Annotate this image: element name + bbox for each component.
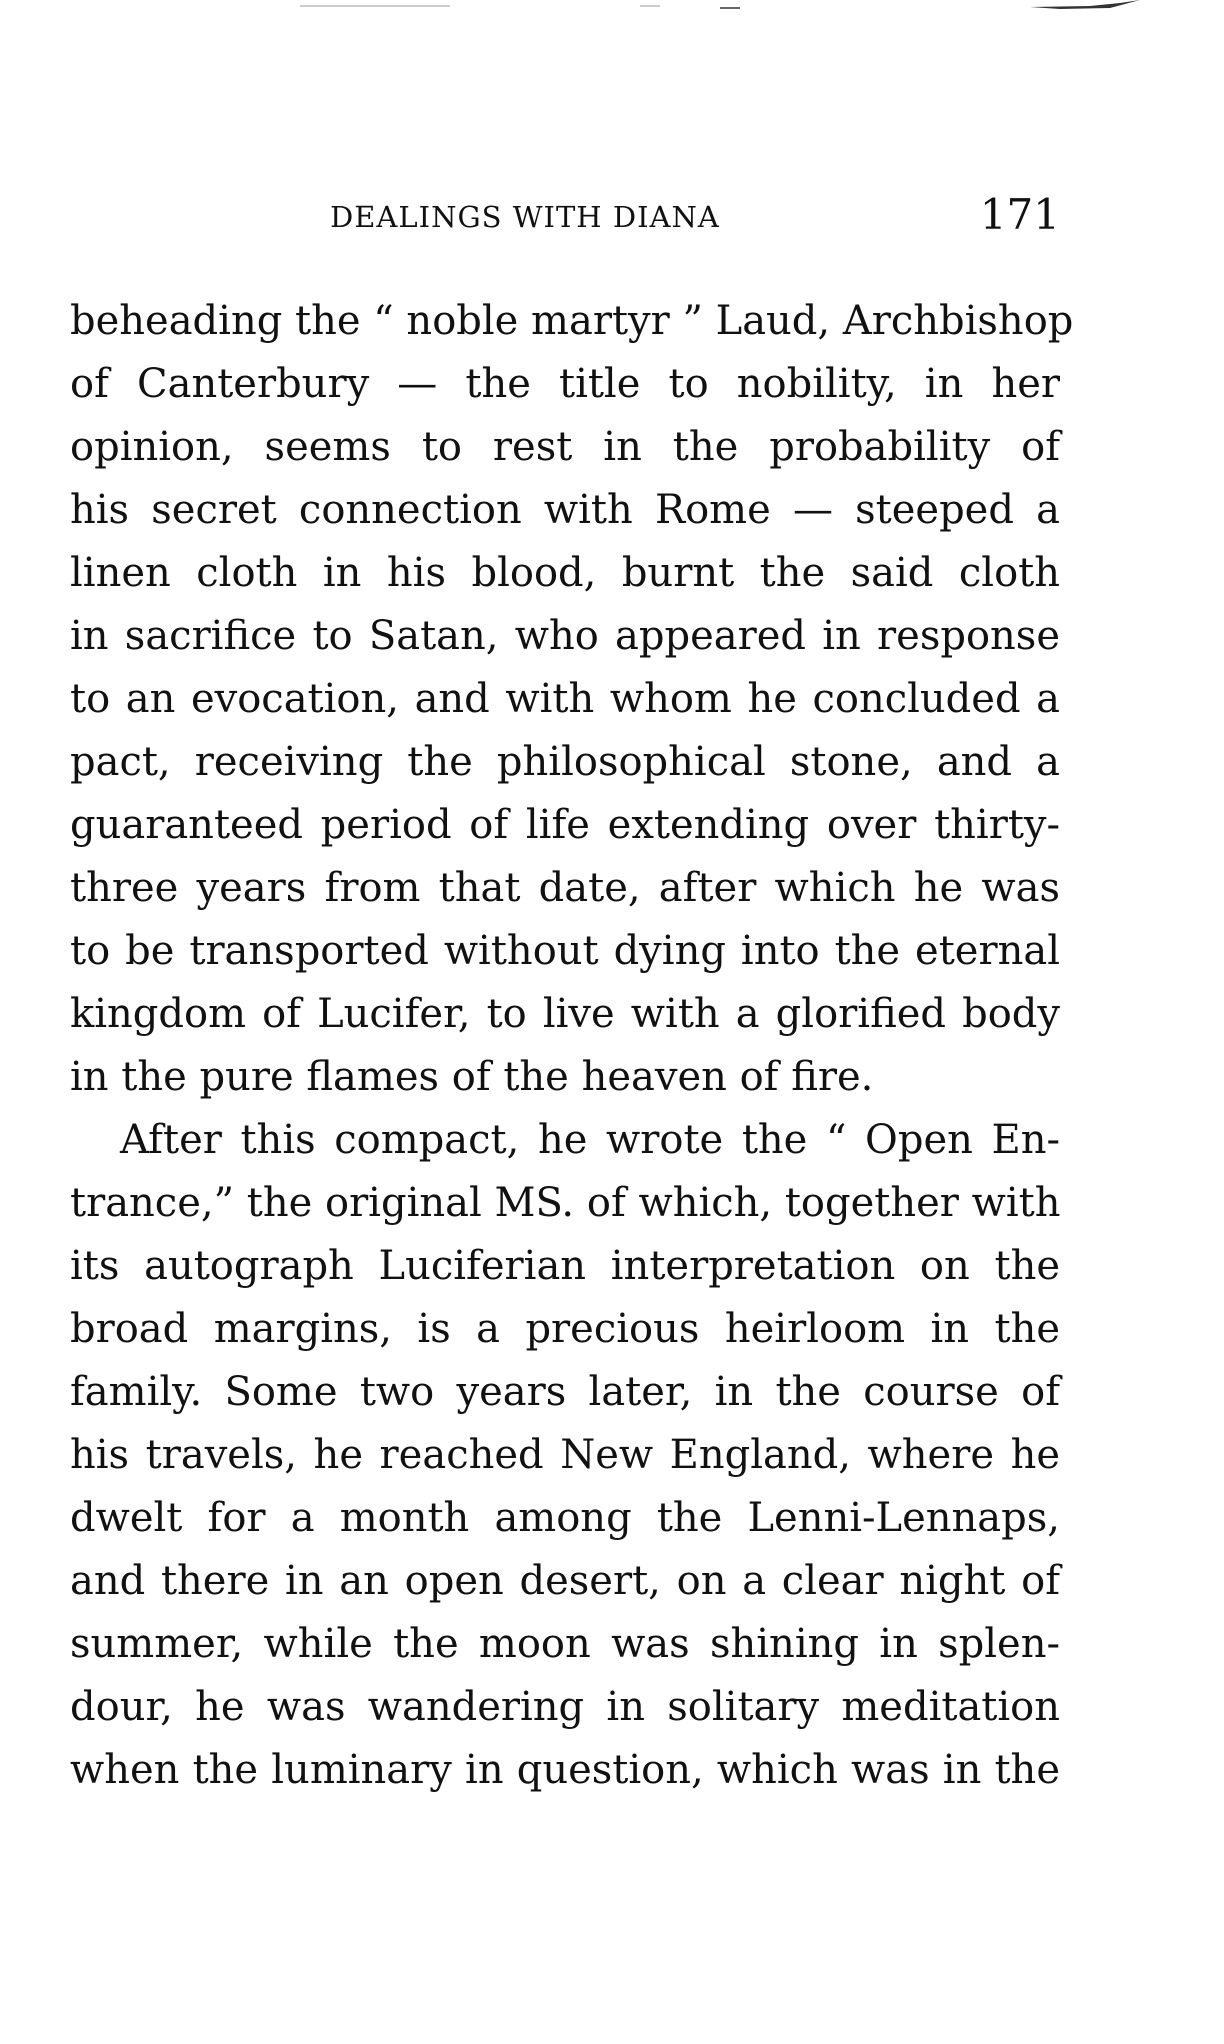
text-line: of Canterbury — the title to nobility, in her (70, 361, 1060, 407)
text-line: dour, he was wandering in solitary meditation (70, 1684, 1060, 1730)
text-line: summer, while the moon was shining in splen- (70, 1621, 1060, 1667)
body-text (70, 290, 1074, 1802)
text-line: in sacrifice to Satan, who appeared in response (70, 613, 1060, 659)
text-line: his travels, he reached New England, where he (70, 1432, 1060, 1478)
text-line: when the luminary in question, which was in the (70, 1747, 1060, 1793)
text-line: to be transported without dying into the eternal (70, 928, 1060, 974)
text-line: its autograph Luciferian interpretation on the (70, 1243, 1060, 1289)
text-line: to an evocation, and with whom he concluded a (70, 676, 1060, 722)
text-line: his secret connection with Rome — steeped a (70, 487, 1060, 533)
page-header (70, 190, 1060, 246)
text-line: three years from that date, after which he was (70, 865, 1060, 911)
text-line: family. Some two years later, in the course of (70, 1369, 1060, 1415)
text-line: After this compact, he wrote the “ Open En- (120, 1117, 1060, 1163)
running-head-title: DEALINGS WITH DIANA (330, 200, 720, 234)
scan-mark (1030, 0, 1140, 9)
page-number: 171 (979, 190, 1060, 239)
text-line: guaranteed period of life extending over thirty- (70, 802, 1060, 848)
paragraph (70, 1109, 1060, 1802)
text-line: broad margins, is a precious heirloom in the (70, 1306, 1060, 1352)
text-line: pact, receiving the philosophical stone, and a (70, 739, 1060, 785)
text-line: dwelt for a month among the Lenni-Lennaps, (70, 1495, 1060, 1541)
text-line: opinion, seems to rest in the probability of (70, 424, 1060, 470)
text-line: and there in an open desert, on a clear night of (70, 1558, 1060, 1604)
text-line: in the pure flames of the heaven of fire. (70, 1054, 874, 1100)
scan-edge-marks (0, 0, 1224, 20)
text-line: beheading the “ noble martyr ” Laud, Archbishop (70, 298, 1074, 344)
text-line: linen cloth in his blood, burnt the said cloth (70, 550, 1060, 596)
paragraph (70, 290, 1074, 1109)
text-line: trance,” the original MS. of which, together with (70, 1180, 1061, 1226)
text-line: kingdom of Lucifer, to live with a glorified body (70, 991, 1060, 1037)
